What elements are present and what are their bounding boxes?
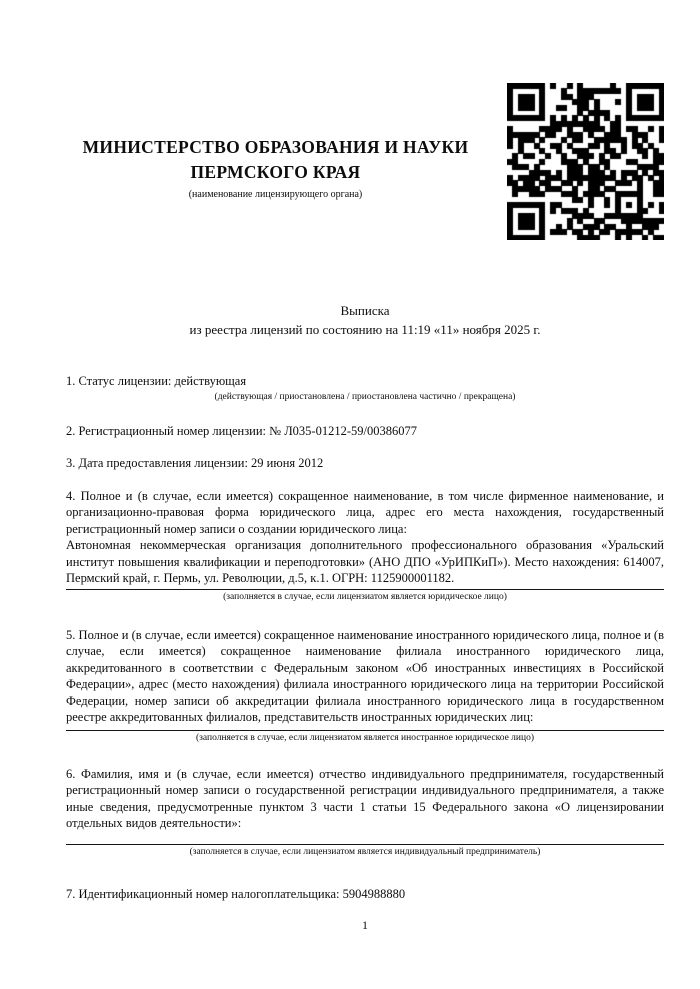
field-foreign-entity-info: [66, 627, 664, 744]
legal-entity-label: 4. Полное и (в случае, если имеется) сокращенное наименование, в том числе фирменное наименование, и организационно-правовая форма юридического лица, адрес его места нахождения, государственный регистрационный номер записи о создании юридического лица:: [66, 488, 664, 536]
foreign-entity-note: (заполняется в случае, если лицензиатом является иностранное юридическое лицо): [196, 732, 534, 743]
field-registration-number: [66, 423, 664, 440]
document-title: [66, 302, 664, 339]
doc-title-line2: из реестра лицензий по состоянию на 11:19 «11» ноября 2025 г.: [189, 321, 541, 337]
fill-in-line: [66, 844, 664, 845]
taxpayer-number-text: 7. Идентификационный номер налогоплательщика: 5904988880: [66, 886, 406, 901]
doc-title-line1: Выписка: [340, 303, 390, 318]
license-status-options-note: (действующая / приостановлена / приостановлена частично / прекращена): [214, 391, 516, 402]
fill-in-line: [66, 730, 664, 731]
issuing-authority-block: [66, 135, 507, 201]
license-grant-date-text: 3. Дата предоставления лицензии: 29 июня 2012: [66, 456, 324, 470]
fill-in-line: [66, 589, 664, 590]
license-status-text: 1. Статус лицензии: действующая: [66, 374, 247, 388]
field-license-grant-date: [66, 455, 664, 472]
field-license-status: [66, 373, 664, 403]
individual-entrepreneur-label: 6. Фамилия, имя и (в случае, если имеется) отчество индивидуального предпринимателя, государственный регистрационный номер записи о государственной регистрации индивидуального предпринимателя, а также иные сведения, предусмотренные пунктом 3 части 1 статьи 15 Федерального закона «О лицензировании отдельных видов деятельности»:: [66, 766, 664, 830]
ministry-name-line1: МИНИСТЕРСТВО ОБРАЗОВАНИЯ И НАУКИ: [82, 137, 469, 157]
field-taxpayer-number: [66, 886, 664, 903]
field-individual-entrepreneur-info: [66, 766, 664, 858]
individual-entrepreneur-note: (заполняется в случае, если лицензиатом является индивидуальный предприниматель): [189, 846, 541, 857]
document-header: [66, 0, 664, 240]
field-legal-entity-info: [66, 488, 664, 603]
registration-number-text: 2. Регистрационный номер лицензии: № Л035-01212-59/00386077: [66, 423, 417, 438]
page-number: 1: [362, 918, 368, 932]
ministry-name-line2: ПЕРМСКОГО КРАЯ: [190, 162, 361, 182]
qr-code: [507, 83, 664, 240]
ministry-name-caption: (наименование лицензирующего органа): [188, 189, 363, 200]
legal-entity-value: Автономная некоммерческая организация дополнительного профессионального образования «Уральский институт повышения квалификации и переподготовки» (АНО ДПО «УрИПКиП»). Место нахождения: 614007, Пермский край, г. Пермь, ул. Революции, д.5, к.1. ОГРН: 1125900001182.: [66, 538, 664, 585]
legal-entity-note: (заполняется в случае, если лицензиатом является юридическое лицо): [223, 591, 507, 602]
foreign-entity-label: 5. Полное и (в случае, если имеется) сокращенное наименование иностранного юридического лица, полное и (в случае, если имеется) сокращенное наименование филиала иностранного юридического лица, аккредитованного в соответствии с Федеральным законом «Об иностранных инвестициях в Российской Федерации», адрес (место нахождения) филиала иностранного юридического лица на территории Российской Федерации, номер записи об аккредитации филиала иностранного юридического лица в государственном реестре аккредитованных филиалов, представительств иностранных юридических лиц:: [66, 627, 664, 724]
